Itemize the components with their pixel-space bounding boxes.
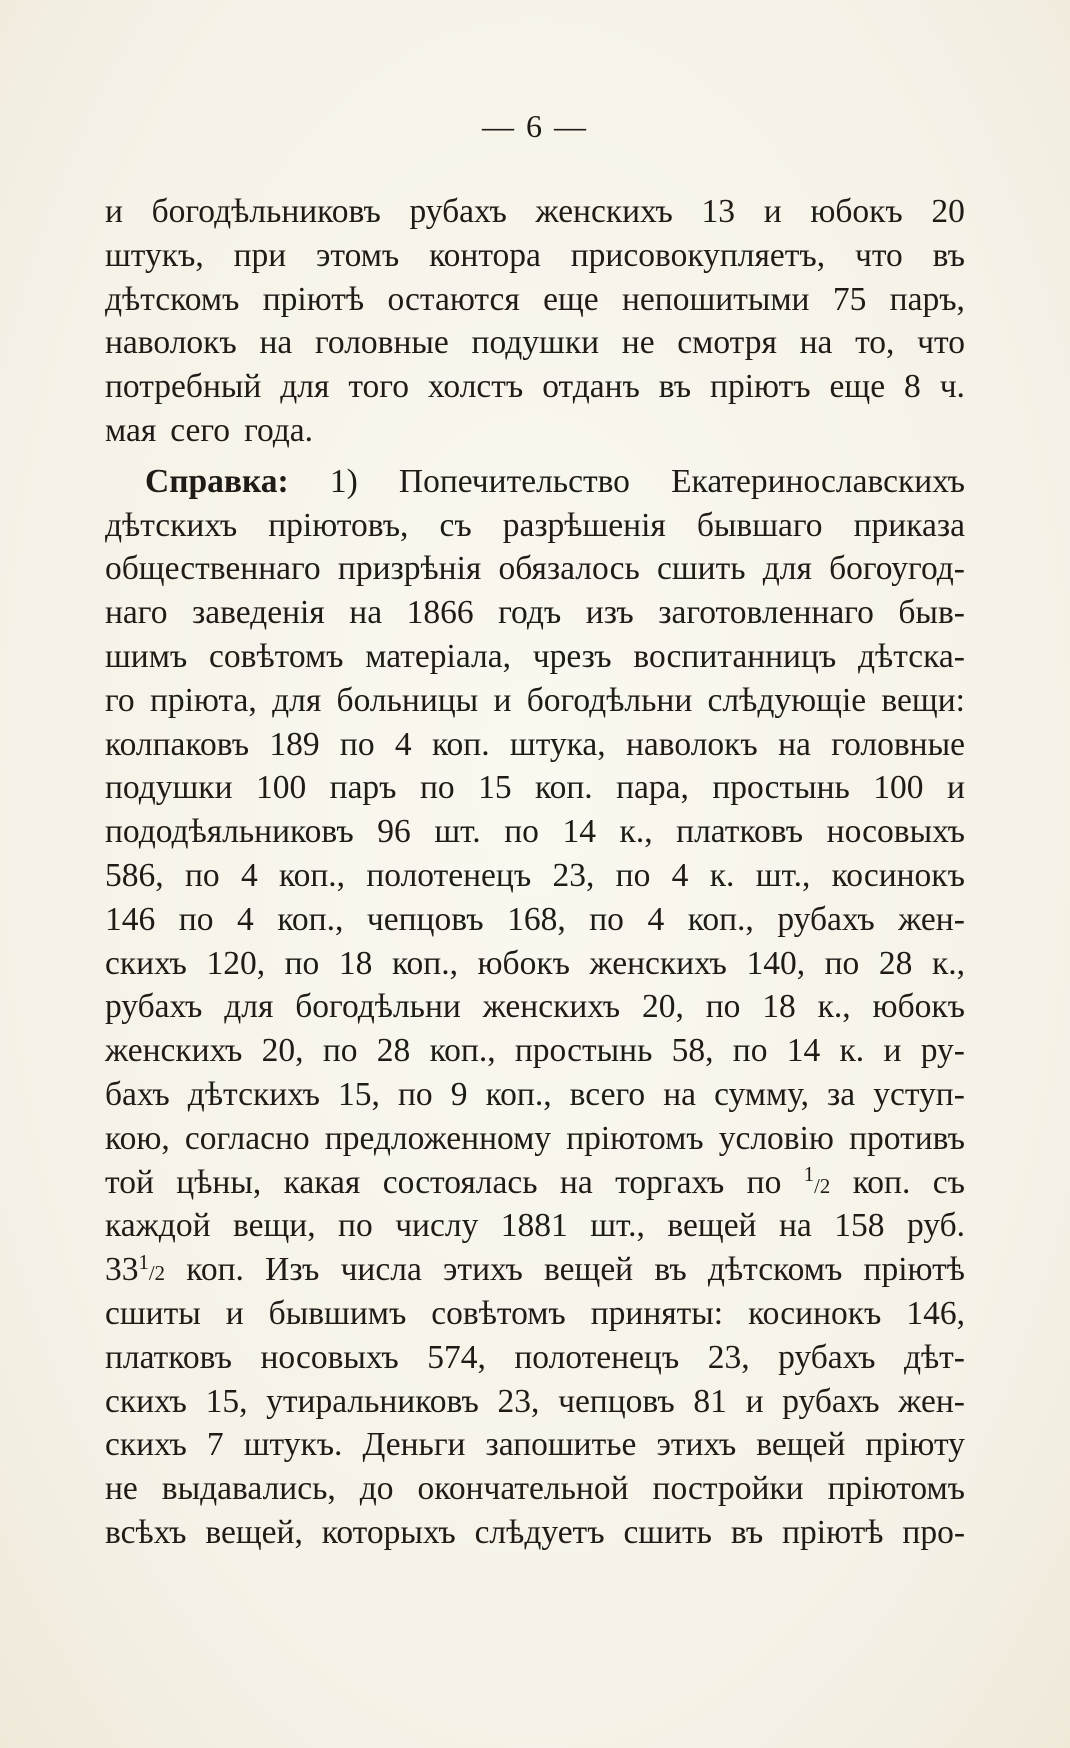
word: общественнаго (105, 550, 321, 588)
word: что (917, 324, 965, 362)
word: изъ (585, 594, 634, 632)
word: 14 (562, 813, 596, 851)
word: к., (619, 813, 653, 851)
word: женскихъ (535, 193, 673, 230)
word: 81 (693, 1382, 727, 1420)
word: 4 (394, 725, 412, 763)
word: каждой (105, 1207, 211, 1245)
word: 15 (478, 769, 512, 807)
word: слѣдуетъ (474, 1513, 605, 1551)
word: не (621, 324, 655, 362)
word: дѣтскомъ (105, 280, 240, 318)
word: до (359, 1470, 394, 1508)
word: коп., (391, 944, 458, 982)
word: той (105, 1163, 154, 1201)
word: по (184, 856, 220, 894)
word: по (705, 988, 741, 1026)
word: холстъ (427, 368, 524, 406)
word: цѣны, (176, 1163, 262, 1201)
word: на (559, 1163, 593, 1201)
word: 1) (329, 462, 358, 500)
word: 20, (641, 988, 684, 1026)
word: и (883, 1032, 902, 1070)
word: коп., (429, 1032, 496, 1070)
word: 168, (507, 900, 566, 938)
word: го (105, 681, 135, 719)
text-line (105, 547, 965, 591)
word: приказа (853, 506, 965, 544)
word: пододѣяльниковъ (105, 813, 354, 851)
word: пріютѣ (863, 1251, 965, 1289)
word: колпаковъ (105, 725, 250, 763)
word: какая (283, 1163, 361, 1201)
word: коп. (186, 1251, 244, 1289)
word: коп., (485, 1075, 552, 1113)
word: то, (855, 324, 895, 362)
text-line (105, 1248, 965, 1292)
word: по (732, 1032, 768, 1070)
word: для (762, 550, 812, 588)
word: для (272, 681, 322, 719)
word: остаются (387, 280, 520, 318)
word: 331/2 (105, 1250, 166, 1289)
word: по (339, 725, 375, 763)
word: въ (658, 368, 692, 406)
text-line (105, 635, 965, 679)
word: простынь (514, 1032, 653, 1070)
word: того (348, 368, 409, 406)
word: рубахъ (105, 988, 203, 1026)
word: матеріала, (365, 637, 511, 675)
word: и (105, 193, 123, 230)
word: бахъ (105, 1075, 170, 1113)
word: юбокъ (872, 988, 965, 1026)
word: паръ (329, 769, 397, 807)
page-number: — 6 — (482, 108, 588, 144)
word: коп., (687, 900, 754, 938)
text-line (105, 234, 965, 278)
word: 18 (338, 944, 373, 982)
text-line (105, 810, 965, 854)
word: всѣхъ (105, 1513, 187, 1551)
word: которыхъ (321, 1513, 456, 1551)
word: женскихъ (105, 1032, 243, 1070)
word: простынь (712, 769, 850, 807)
word: 4 (237, 900, 254, 938)
word: на (778, 1207, 812, 1245)
word: и (745, 1382, 764, 1420)
word: чепцовъ (558, 1382, 675, 1420)
text-line (105, 679, 965, 723)
word: утиральниковъ (266, 1382, 479, 1420)
word: окончательной (417, 1470, 629, 1508)
word: сшить (623, 1513, 712, 1551)
word: 146 (105, 900, 156, 938)
word: пріютомъ (827, 1470, 965, 1508)
word: за (827, 1075, 856, 1113)
word: 574, (427, 1338, 486, 1376)
word: рубахъ (782, 1382, 880, 1420)
word: 586, (105, 856, 164, 894)
word: кою, (105, 1119, 170, 1157)
word: этомъ (316, 236, 400, 274)
text-line (105, 1467, 965, 1511)
word: призрѣнія (337, 550, 482, 588)
text-line (105, 1117, 965, 1161)
word: скихъ (105, 1382, 187, 1420)
word: вещи, (232, 1207, 316, 1245)
word: съ (439, 506, 472, 544)
section-heading: Справка: (145, 462, 289, 500)
word: приняты: (590, 1294, 724, 1332)
word: к. (709, 856, 735, 894)
word: богодѣльни (526, 681, 693, 719)
word: 146, (906, 1294, 965, 1332)
word: рубахъ (409, 193, 507, 230)
word: паръ, (889, 280, 965, 318)
word: богоугод- (829, 550, 965, 588)
word: богодѣльниковъ (151, 193, 381, 230)
word: по (178, 900, 214, 938)
word: штукъ. (243, 1426, 343, 1464)
word: пріютовъ, (268, 506, 409, 544)
word: 140, (746, 944, 806, 982)
word: женскихъ (482, 988, 621, 1026)
word: полотенецъ (366, 856, 532, 894)
word: съ (932, 1163, 965, 1201)
word: на (259, 324, 293, 362)
word: пріюту (865, 1426, 965, 1464)
text-line (105, 409, 965, 453)
word: по (322, 1032, 358, 1070)
word: Деньги (362, 1426, 466, 1464)
word: наволокъ (105, 324, 237, 362)
word: полотенецъ (514, 1338, 680, 1376)
word: при (233, 236, 287, 274)
word: богодѣльни (295, 988, 461, 1026)
word: числу (395, 1207, 479, 1245)
word: по (824, 944, 860, 982)
word: что (854, 236, 903, 274)
word: 1881 (500, 1207, 568, 1245)
word: торгахъ (615, 1163, 725, 1201)
word: не (105, 1470, 138, 1508)
word: по (397, 1075, 433, 1113)
word: Изъ (265, 1251, 320, 1289)
word: присовокупляетъ, (570, 236, 826, 274)
word: воспитанницъ (633, 637, 837, 675)
word: сумму, (714, 1075, 809, 1113)
word: на (799, 324, 833, 362)
word: по (615, 856, 651, 894)
word: подушки (471, 324, 600, 362)
word: 18 (762, 988, 796, 1026)
text-line (105, 504, 965, 548)
word: наго (105, 594, 168, 632)
word: слѣдующіе (707, 681, 867, 719)
word: коп., (277, 900, 344, 938)
word: больницы (336, 681, 479, 719)
word: мая (105, 411, 157, 449)
word: потребный (105, 368, 262, 406)
word: смотря (677, 324, 777, 362)
word: заготовленнаго (658, 594, 874, 632)
word: вещей (667, 1207, 757, 1245)
word: числа (340, 1251, 422, 1289)
word: 189 (269, 725, 320, 763)
word: условію (718, 1119, 834, 1157)
word: подушки (105, 769, 233, 807)
word: на (778, 725, 811, 763)
word: согласно (184, 1119, 310, 1157)
word: жен- (898, 900, 965, 938)
word: пріютѣ (262, 280, 365, 318)
text-line (105, 1336, 965, 1380)
word: дѣтска- (858, 637, 965, 675)
text-line (105, 1204, 965, 1248)
text-line (105, 723, 965, 767)
word: 158 (834, 1207, 885, 1245)
word: 20 (931, 193, 965, 230)
word: 28 (376, 1032, 411, 1070)
word: пріюта, (149, 681, 257, 719)
word: дѣтскомъ (707, 1251, 843, 1289)
word: вещей, (205, 1513, 303, 1551)
text-line (105, 766, 965, 810)
word: 4 (240, 856, 258, 894)
word: еще (543, 280, 599, 318)
word: к., (931, 944, 965, 982)
word: для (280, 368, 330, 406)
word: заведенія (192, 594, 325, 632)
word: вещей (544, 1251, 634, 1289)
text-line (105, 1029, 965, 1073)
word: непошитыми (622, 280, 810, 318)
word: чрезъ (532, 637, 612, 675)
text-line (105, 985, 965, 1029)
word: на (663, 1075, 696, 1113)
text-line (105, 942, 965, 986)
word: 4 (671, 856, 689, 894)
word: коп. (852, 1163, 911, 1201)
word: по (589, 900, 624, 938)
word: ру- (920, 1032, 965, 1070)
word: годъ (498, 594, 562, 632)
word: 15, (338, 1075, 380, 1113)
text-line (105, 460, 965, 504)
word: уступ- (873, 1075, 965, 1113)
word: всего (569, 1075, 646, 1113)
word: штука, (509, 725, 606, 763)
word: дѣтскихъ (105, 506, 238, 544)
word: 13 (701, 193, 736, 230)
text-line (105, 1292, 965, 1336)
word: скихъ (105, 944, 187, 982)
word: для (224, 988, 274, 1026)
word: носовыхъ (260, 1338, 399, 1376)
word: рубахъ (778, 1338, 876, 1376)
word: ч. (939, 368, 965, 406)
word: 14 (786, 1032, 821, 1070)
text-line (105, 854, 965, 898)
word: головные (831, 725, 965, 763)
word: по (284, 944, 320, 982)
word: запошитье (485, 1426, 637, 1464)
word: и (946, 769, 965, 807)
word: вещей (756, 1426, 846, 1464)
word: шт., (755, 856, 811, 894)
word: совѣтомъ (209, 637, 344, 675)
word: коп. (535, 769, 593, 807)
word: платковъ (676, 813, 804, 851)
word: пріютомъ (566, 1119, 704, 1157)
word: по (504, 813, 539, 851)
word: и (763, 193, 782, 230)
word: въ (654, 1251, 687, 1289)
word: на (349, 594, 383, 632)
text-line (105, 898, 965, 942)
word: Попечительство (398, 462, 630, 500)
word: 75 (832, 280, 867, 318)
word: дѣт- (903, 1338, 965, 1376)
word: рубахъ (777, 900, 875, 938)
word: отданъ (542, 368, 640, 406)
text-line (105, 591, 965, 635)
word: и (225, 1294, 244, 1332)
word: совѣтомъ (431, 1294, 566, 1332)
text-line (105, 190, 965, 234)
word: выдавались, (161, 1470, 336, 1508)
word: дѣтскихъ (187, 1075, 320, 1113)
text-line (105, 1161, 965, 1205)
word: 7 (206, 1426, 224, 1464)
word: Екатеринославскихъ (671, 462, 965, 500)
word: этихъ (443, 1251, 523, 1289)
word: шт. (434, 813, 481, 851)
word: 23, (552, 856, 595, 894)
word: носовыхъ (826, 813, 965, 851)
word: 28 (878, 944, 913, 982)
word: про- (902, 1513, 965, 1551)
word: платковъ (105, 1338, 232, 1376)
word: контора (429, 236, 541, 274)
word: по (419, 769, 455, 807)
word: бывшимъ (268, 1294, 407, 1332)
word: состоялась (382, 1163, 538, 1201)
word: юбокъ (477, 944, 570, 982)
word: жен- (898, 1382, 965, 1420)
word: 9 (450, 1075, 468, 1113)
word: косинокъ (831, 856, 965, 894)
word: года. (244, 411, 314, 449)
word: еще (829, 368, 886, 406)
word: обязалось (498, 550, 640, 588)
word: по (746, 1163, 782, 1201)
word: к. (839, 1032, 865, 1070)
word: 20, (261, 1032, 304, 1070)
word: 120, (206, 944, 266, 982)
word: пара, (616, 769, 689, 807)
text-line (105, 278, 965, 322)
body-text (105, 190, 965, 1555)
word: противъ (849, 1119, 965, 1157)
word: сего (170, 411, 231, 449)
word: 15, (205, 1382, 248, 1420)
word: шт., (590, 1207, 645, 1245)
word: въ (932, 236, 965, 274)
word: штукъ, (105, 236, 204, 274)
word: по (338, 1207, 373, 1245)
word: 96 (377, 813, 411, 851)
word: быв- (898, 594, 965, 632)
word: скихъ (105, 1426, 187, 1464)
word: к., (817, 988, 851, 1026)
word: пріютѣ (782, 1513, 884, 1551)
text-line (105, 1423, 965, 1467)
word: 100 (255, 769, 307, 807)
word: сшиты (105, 1294, 201, 1332)
word: и (493, 681, 512, 719)
word: 1/2 (803, 1163, 831, 1198)
word: постройки (652, 1470, 804, 1508)
word: 4 (647, 900, 665, 938)
word: 23, (707, 1338, 750, 1376)
word: бывшаго (696, 506, 823, 544)
word: головные (315, 324, 449, 362)
word: разрѣшенія (502, 506, 666, 544)
word: юбокъ (810, 193, 903, 230)
word: шимъ (105, 637, 188, 675)
word: руб. (906, 1207, 965, 1245)
word: 1866 (406, 594, 474, 632)
text-line (105, 365, 965, 409)
word: 100 (873, 769, 924, 807)
word: коп., (279, 856, 346, 894)
word: вещи: (881, 681, 965, 719)
word: 8 (904, 368, 921, 406)
word: пріютъ (710, 368, 811, 406)
word: 23, (497, 1382, 540, 1420)
text-line (105, 321, 965, 365)
word: чепцовъ (366, 900, 484, 938)
word: 58, (671, 1032, 714, 1070)
word: сшить (656, 550, 746, 588)
word: наволокъ (626, 725, 758, 763)
text-line (105, 1511, 965, 1555)
word: этихъ (656, 1426, 737, 1464)
word: въ (730, 1513, 764, 1551)
word: женскихъ (589, 944, 727, 982)
word: предложенному (324, 1119, 552, 1157)
text-line (105, 1073, 965, 1117)
text-line (105, 1380, 965, 1424)
word: косинокъ (748, 1294, 882, 1332)
word: коп. (431, 725, 490, 763)
